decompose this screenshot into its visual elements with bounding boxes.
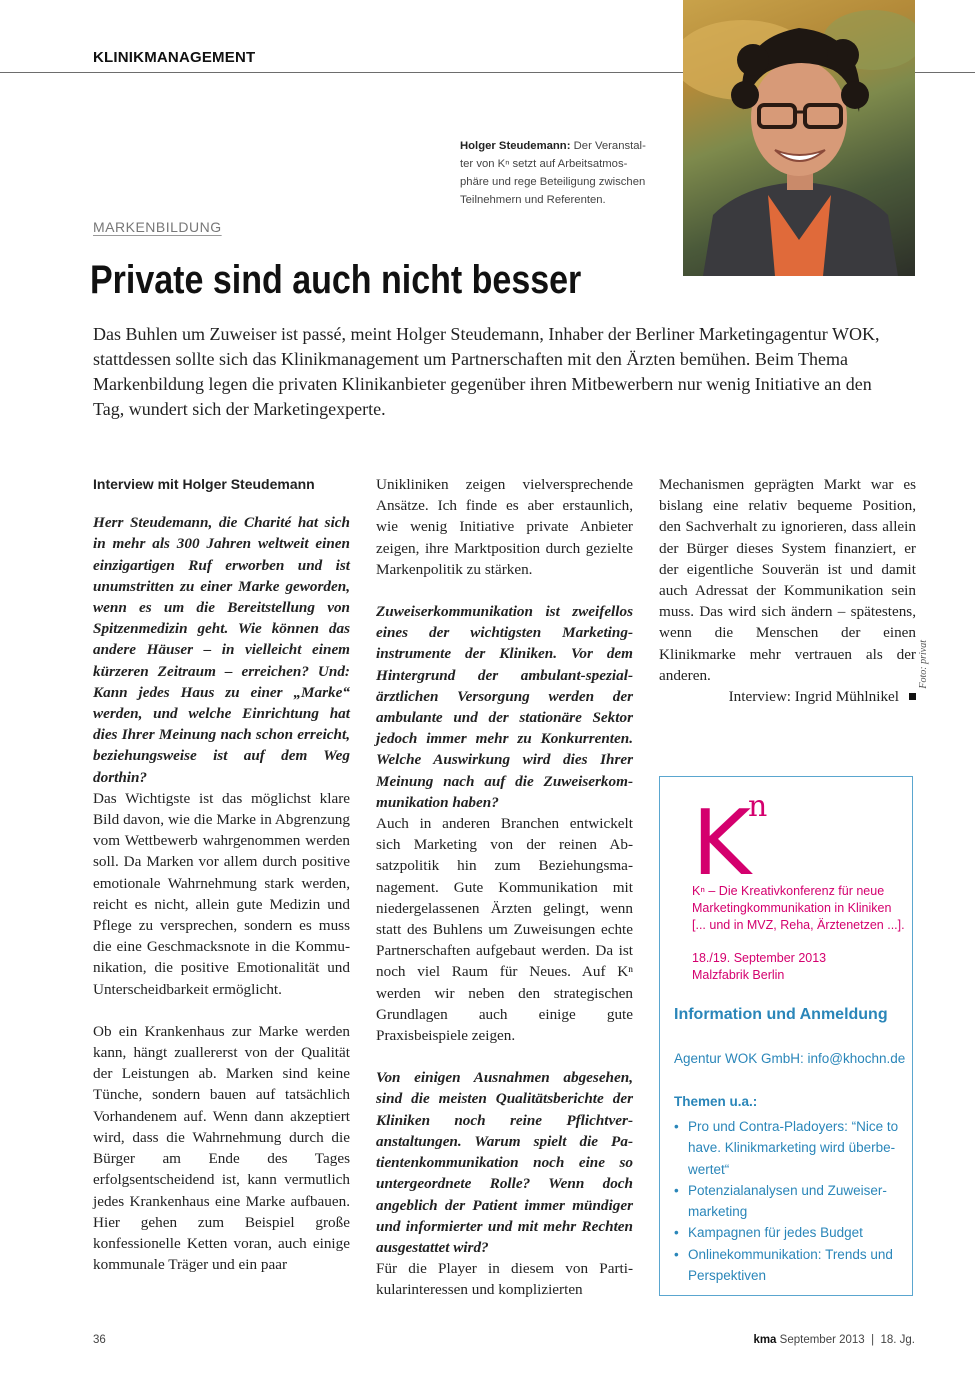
answer-1: Das Wichtigste ist das möglichst klare Bild davon, wie die Marke in Abgrenzung vom Wettbewerb wahrgenommen werden soll. Da Marken vor allem durch positive emotionale Wahrnehmung stark werden, reicht es nicht, allein gute Medizin und Pflege zu versprechen, sondern es muss die eine Geschmacksnote in die Kommunikation, die positive Emotionalität und Unterscheidbarkeit ermöglicht. bbox=[93, 789, 350, 998]
column-1 bbox=[93, 474, 350, 1275]
interview-title: Interview mit Holger Steudemann bbox=[93, 476, 315, 492]
magazine-name: kma bbox=[753, 1334, 777, 1346]
question-1: Herr Steudemann, die Charité hat sich in mehr als 300 Jahren weltweit einen einzigartigen Ruf erworben und ist unumstritten zu einer Marke geworden, wenn es um die Bereitstellung von Spitzenmedizin geht. Wie können das andere Häuser – in vielleicht einem kürzeren Zeitraum – erreichen? Und: Kann jedes Haus zu einer „Marke“ werden, und welche Einrichtung hat dies Ihrer Meinung nach schon erreicht, beziehungsweise ist auf dem Weg dorthin? bbox=[93, 514, 350, 786]
ad-contact[interactable]: Agentur WOK GmbH: info@khochn.de bbox=[674, 1051, 906, 1066]
column-2 bbox=[376, 474, 633, 1301]
footer-issue bbox=[753, 1334, 915, 1346]
caption-line: ter von Kⁿ setzt auf Arbeitsatmos- bbox=[460, 158, 628, 170]
answer-2-continued: Unikliniken zeigen vielversprechende Ansätze. Ich finde es aber erstaunlich, wie wenig Initiative private Anbieter zeigen, ihre Marktposition durch gezielte Markenpolitik zu stärken. bbox=[376, 476, 633, 578]
caption-line: phäre und rege Beteiligung zwischen bbox=[460, 176, 646, 188]
article-kicker: MARKENBILDUNG bbox=[93, 219, 222, 235]
section-label: KLINIKMANAGEMENT bbox=[93, 49, 256, 66]
column-3 bbox=[659, 474, 916, 707]
question-2: Zuweiserkommunikation ist zweifellos eines der wichtigsten Marketinginstrumente der Kliniken. Vor dem Hintergrund der ambulant-spezialärztlichen Versorgung werden der ambulante und der stationäre Sektor jedoch immer mehr zu Konkurrenten. Welche Auswirkung wird dies Ihrer Meinung nach auf die Zuweiserkommunikation haben? bbox=[376, 603, 633, 811]
end-mark-icon bbox=[909, 693, 916, 700]
portrait-photo bbox=[683, 0, 915, 276]
caption-line: Der Veranstal- bbox=[573, 140, 646, 152]
portrait-illustration bbox=[683, 0, 915, 276]
answer-3: Auch in anderen Branchen entwickelt sich Marketing von der reinen Absatzpolitik hin zum Beziehungsmanagement. Gute Kommunikation mit niedergelassenen Ärzten gelingt, wenn statt des Buhlens um Zuweisungen echte Partnerschaften aufgebaut werden. Da ist noch viel Raum für Neues. Auf Kⁿ werden wir neben den strategischen Grundlagen auch einige gute Praxisbeispiele zeigen. bbox=[376, 815, 633, 1045]
answer-4: Für die Player in diesem von Partikularinteressen und komplizierten bbox=[376, 1260, 633, 1299]
ad-theme-item: • Potenzialanalysen und Zuweisermarketing bbox=[674, 1180, 906, 1223]
ad-description: Kⁿ – Die Kreativkonferenz für neue Marketingkommunikation in Kliniken [... und in MVZ, Reha, Ärztenetzen ...]. bbox=[692, 884, 905, 932]
ad-info-heading: Information und Anmeldung bbox=[674, 1006, 888, 1023]
caption-line: Teilnehmern und Referenten. bbox=[460, 194, 606, 206]
answer-2: Ob ein Krankenhaus zur Marke werden kann, hängt zuallererst von der Qualität der Leistungen ab. Marken sind keine Tünche, sondern bauen auf tatsächlich Vorhandenem auf. Wenn dann akzeptiert wird, dass die Wahrnehmung durch die Bürger am Ende des Tages erfolgsentscheidend ist, kann vermutlich jedes Krankenhaus eine Marke aufbauen. Hier gehen zum Beispiel große konfessionelle Ketten voran, auch einige kommunale Träger und ein paar bbox=[93, 1022, 350, 1274]
answer-4-continued: Mechanismen geprägten Markt war es bislang eine relativ bequeme Position, den Sachverhalt zu ignorieren, dass allein der Bürger dieses System finanziert, er der eigentliche Souverän ist und damit auch Adressat der Kommunikation sein muss. Das wird sich ändern – spätestens, wenn die Menschen der einen Klinikmarke mehr vertrauen als der anderen. bbox=[659, 476, 916, 684]
article-headline: Private sind auch nicht besser bbox=[90, 258, 582, 302]
event-advertisement bbox=[659, 776, 913, 1296]
article-lead: Das Buhlen um Zuweiser ist passé, meint Holger Steudemann, Inhaber der Berliner Marketingagentur WOK, stattdessen sollte sich das Klinikmanagement um Partnerschaften mit den Ärzten bemühen. Beim Thema Markenbildung legen die privaten Klinikanbieter gegenüber ihren Mitbewerbern nur wenig Initiative an den Tag, wundert sich der Marketingexperte. bbox=[93, 324, 880, 419]
interview-credit-line bbox=[659, 686, 916, 707]
photo-credit: Foto: privat bbox=[918, 640, 929, 689]
ad-theme-item: • Onlinekommunikation: Trends und Perspektiven bbox=[674, 1244, 906, 1287]
ad-theme-item: • Pro und Contra-Pladoyers: “Nice to have. Klinikmarketing wird überbewertet“ bbox=[674, 1116, 906, 1180]
caption-name: Holger Steudemann: bbox=[460, 140, 571, 152]
ad-venue: Malzfabrik Berlin bbox=[692, 968, 785, 982]
ad-theme-item: • Kampagnen für jedes Budget bbox=[674, 1222, 906, 1243]
question-3: Von einigen Ausnahmen abgesehen, sind die meisten Qualitätsberichte der Kliniken noch reine Pflichtveranstaltungen. Warum spielt die Patientenkommunikation noch eine so untergeordnete Rolle? Wenn doch angeblich der Patient immer mündiger und informierter und mit mehr Rechten ausgestattet wird? bbox=[376, 1069, 633, 1256]
photo-caption bbox=[460, 137, 672, 209]
ad-logo-letter: K bbox=[692, 791, 752, 896]
ad-themes-heading: Themen u.a.: bbox=[674, 1094, 758, 1109]
interview-credit: Interview: Ingrid Mühlnikel bbox=[728, 688, 899, 706]
issue-info: September 2013 | 18. Jg. bbox=[779, 1334, 915, 1346]
ad-logo-superscript: n bbox=[748, 789, 768, 824]
page-number: 36 bbox=[93, 1334, 106, 1346]
ad-themes-list bbox=[674, 1116, 906, 1286]
ad-date-venue bbox=[692, 950, 826, 984]
ad-date: 18./19. September 2013 bbox=[692, 951, 827, 965]
